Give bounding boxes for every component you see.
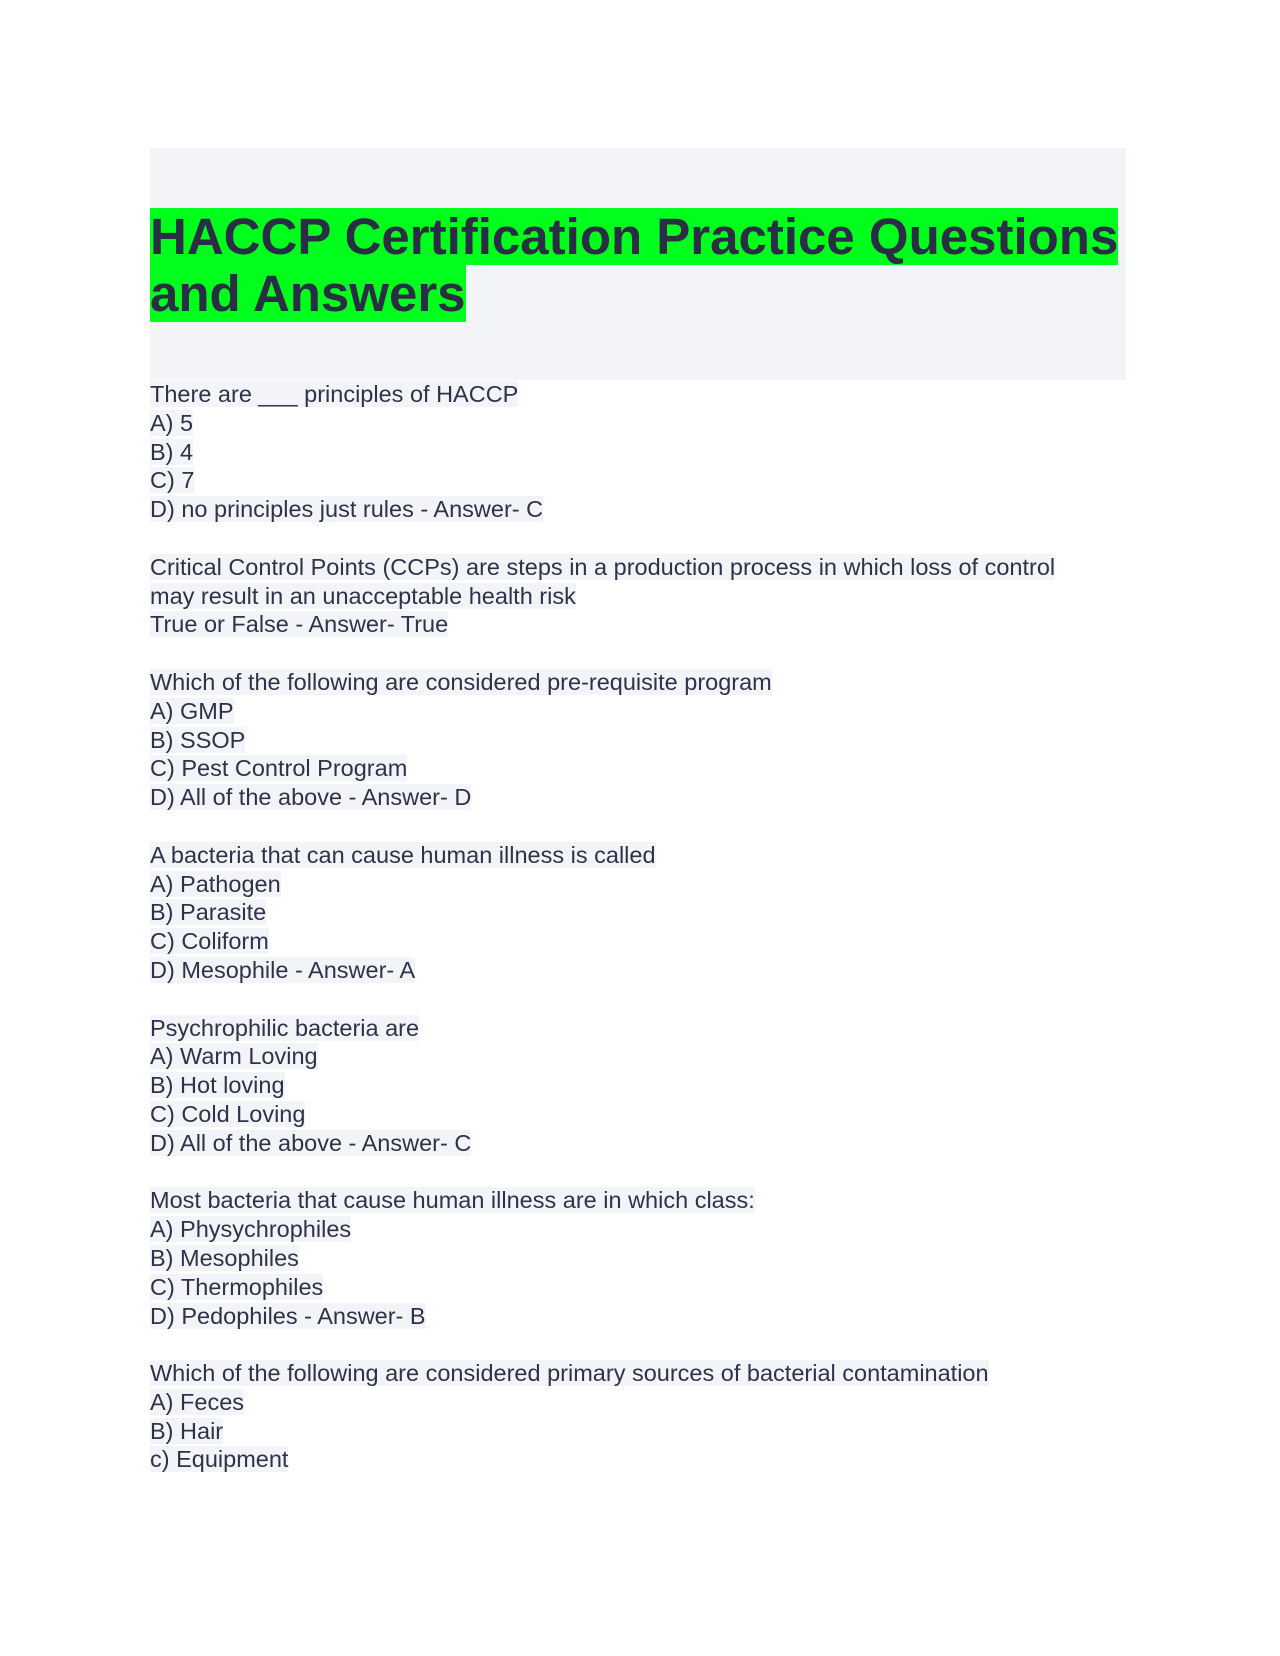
option-c: C) Thermophiles bbox=[150, 1273, 324, 1300]
question-text: A bacteria that can cause human illness is called bbox=[150, 841, 656, 868]
option-c: c) Equipment bbox=[150, 1446, 289, 1473]
question-text: Most bacteria that cause human illness are in which class: bbox=[150, 1187, 755, 1214]
option-d-answer: D) Mesophile - Answer- A bbox=[150, 956, 416, 983]
option-a: A) Feces bbox=[150, 1388, 245, 1415]
option-c: C) 7 bbox=[150, 467, 195, 494]
question-text: Which of the following are considered pre-requisite program bbox=[150, 668, 772, 695]
question-text: Psychrophilic bacteria are bbox=[150, 1014, 420, 1041]
answer-line: True or False - Answer- True bbox=[150, 611, 449, 638]
question-text: Critical Control Points (CCPs) are steps in a production process in which loss of control bbox=[150, 553, 1056, 580]
option-a: A) GMP bbox=[150, 697, 234, 724]
question-list bbox=[150, 380, 1126, 1474]
option-b: B) Mesophiles bbox=[150, 1244, 299, 1271]
option-c: C) Coliform bbox=[150, 928, 269, 955]
question-text: Which of the following are considered primary sources of bacterial contamination bbox=[150, 1360, 989, 1387]
question-4 bbox=[150, 841, 1126, 985]
option-c: C) Pest Control Program bbox=[150, 755, 408, 782]
option-b: B) Hot loving bbox=[150, 1072, 285, 1099]
title-block bbox=[150, 148, 1126, 380]
question-2 bbox=[150, 553, 1126, 639]
option-b: B) 4 bbox=[150, 438, 194, 465]
question-text-continued: may result in an unacceptable health risk bbox=[150, 582, 576, 609]
question-5 bbox=[150, 1014, 1126, 1158]
option-a: A) Physychrophiles bbox=[150, 1216, 352, 1243]
option-d-answer: D) All of the above - Answer- C bbox=[150, 1129, 472, 1156]
question-7 bbox=[150, 1359, 1126, 1474]
question-1 bbox=[150, 380, 1126, 524]
document-title-text: HACCP Certification Practice Questions and Answers bbox=[150, 208, 1119, 322]
document-title bbox=[150, 208, 1126, 322]
question-6 bbox=[150, 1186, 1126, 1330]
document-page bbox=[150, 148, 1126, 1503]
option-d-answer: D) Pedophiles - Answer- B bbox=[150, 1302, 426, 1329]
question-3 bbox=[150, 668, 1126, 812]
question-text: There are ___ principles of HACCP bbox=[150, 381, 519, 407]
option-d-answer: D) no principles just rules - Answer- C bbox=[150, 496, 544, 523]
option-b: B) Hair bbox=[150, 1417, 224, 1444]
option-a: A) Pathogen bbox=[150, 870, 281, 897]
option-d-answer: D) All of the above - Answer- D bbox=[150, 784, 472, 811]
option-a: A) 5 bbox=[150, 409, 194, 436]
option-b: B) Parasite bbox=[150, 899, 267, 926]
option-a: A) Warm Loving bbox=[150, 1043, 318, 1070]
option-b: B) SSOP bbox=[150, 726, 246, 753]
option-c: C) Cold Loving bbox=[150, 1100, 306, 1127]
